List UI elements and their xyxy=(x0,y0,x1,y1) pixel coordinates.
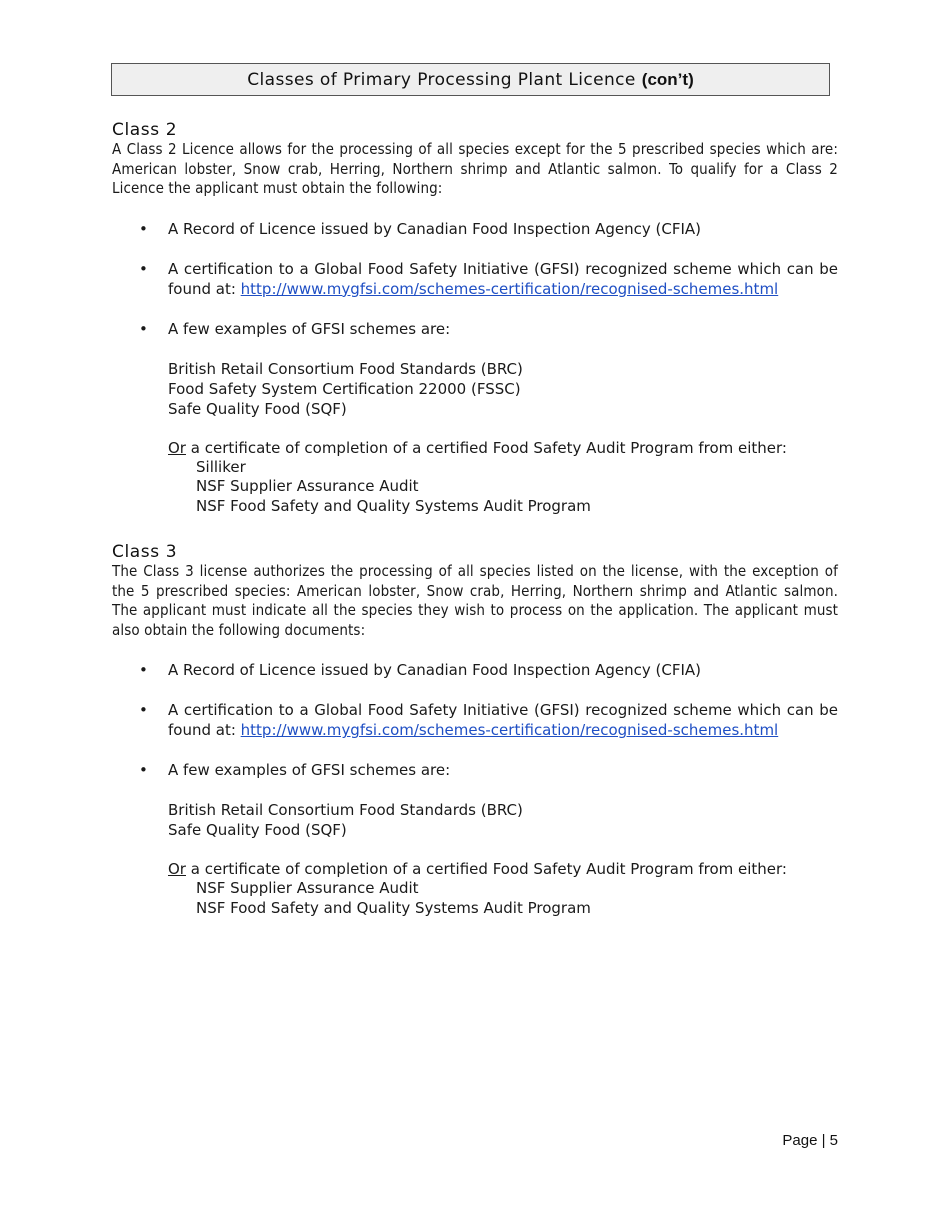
audit-item: Silliker xyxy=(196,457,246,476)
scheme-item: British Retail Consortium Food Standards (BRC) xyxy=(168,359,523,378)
bullet-icon: • xyxy=(139,259,148,278)
class2-audits xyxy=(112,458,838,517)
class2-schemes xyxy=(112,359,838,419)
class2-or-line xyxy=(112,438,838,458)
list-item xyxy=(112,700,838,740)
class3-audits xyxy=(112,879,838,918)
page-title-box xyxy=(111,63,830,96)
scheme-item: Food Safety System Certification 22000 (FSSC) xyxy=(168,379,521,398)
class3-section xyxy=(112,542,838,919)
list-item xyxy=(112,660,838,680)
or-word: Or xyxy=(168,438,186,457)
gfsi-schemes-link[interactable]: http://www.mygfsi.com/schemes-certification/recognised-schemes.html xyxy=(240,721,779,740)
scheme-item: Safe Quality Food (SQF) xyxy=(168,821,347,840)
class3-bullet-list xyxy=(112,660,838,780)
class3-intro: The Class 3 license authorizes the processing of all species listed on the license, with the exception of the 5 prescribed species: American lobster, Snow crab, Herring, Northern shrimp and Atlantic salmon. The applicant must indicate all the species they wish to process on the application. The applicant must also obtain the following documents: xyxy=(112,562,838,639)
bullet-icon: • xyxy=(139,701,148,720)
or-word: Or xyxy=(168,860,186,879)
class2-intro: A Class 2 Licence allows for the processing of all species except for the 5 prescribed species which are: American lobster, Snow crab, Herring, Northern shrimp and Atlantic salmon. To qualify for a Class 2 Licence the applicant must obtain the following: xyxy=(112,140,838,198)
scheme-item: British Retail Consortium Food Standards (BRC) xyxy=(168,801,523,820)
class3-schemes xyxy=(112,800,838,840)
bullet-icon: • xyxy=(139,219,148,238)
audit-item: NSF Supplier Assurance Audit xyxy=(196,477,419,496)
class3-bullet3: A few examples of GFSI schemes are: xyxy=(168,761,451,780)
bullet-icon: • xyxy=(139,319,148,338)
audit-item: NSF Food Safety and Quality Systems Audit Program xyxy=(196,898,591,917)
page-title-suffix: (con’t) xyxy=(641,69,694,89)
page-number: Page | 5 xyxy=(782,1132,838,1149)
audit-item: NSF Supplier Assurance Audit xyxy=(196,879,419,898)
bullet-icon: • xyxy=(139,661,148,680)
list-item xyxy=(112,319,838,339)
class3-or-text: a certificate of completion of a certified Food Safety Audit Program from either: xyxy=(185,860,787,879)
class2-heading: Class 2 xyxy=(112,120,178,140)
class3-bullet2-text: A certification to a Global Food Safety Initiative (GFSI) recognized scheme which can be found at: xyxy=(168,701,838,740)
bullet-icon: • xyxy=(139,761,148,780)
class3-heading: Class 3 xyxy=(112,542,178,562)
class2-or-text: a certificate of completion of a certified Food Safety Audit Program from either: xyxy=(185,438,787,457)
list-item xyxy=(112,760,838,780)
gfsi-schemes-link[interactable]: http://www.mygfsi.com/schemes-certification/recognised-schemes.html xyxy=(240,279,779,298)
list-item xyxy=(112,259,838,299)
list-item xyxy=(112,219,838,239)
page-title: Classes of Primary Processing Plant Licence xyxy=(247,69,636,90)
class2-bullet2-text: A certification to a Global Food Safety Initiative (GFSI) recognized scheme which can be found at: xyxy=(168,259,838,298)
audit-item: NSF Food Safety and Quality Systems Audit Program xyxy=(196,496,591,515)
class3-or-line xyxy=(112,859,838,879)
class2-section xyxy=(112,120,838,517)
class2-bullet-list xyxy=(112,219,838,339)
class2-bullet3: A few examples of GFSI schemes are: xyxy=(168,319,451,338)
scheme-item: Safe Quality Food (SQF) xyxy=(168,399,347,418)
class3-bullet1: A Record of Licence issued by Canadian Food Inspection Agency (CFIA) xyxy=(168,661,701,680)
class2-bullet1: A Record of Licence issued by Canadian Food Inspection Agency (CFIA) xyxy=(168,219,701,238)
